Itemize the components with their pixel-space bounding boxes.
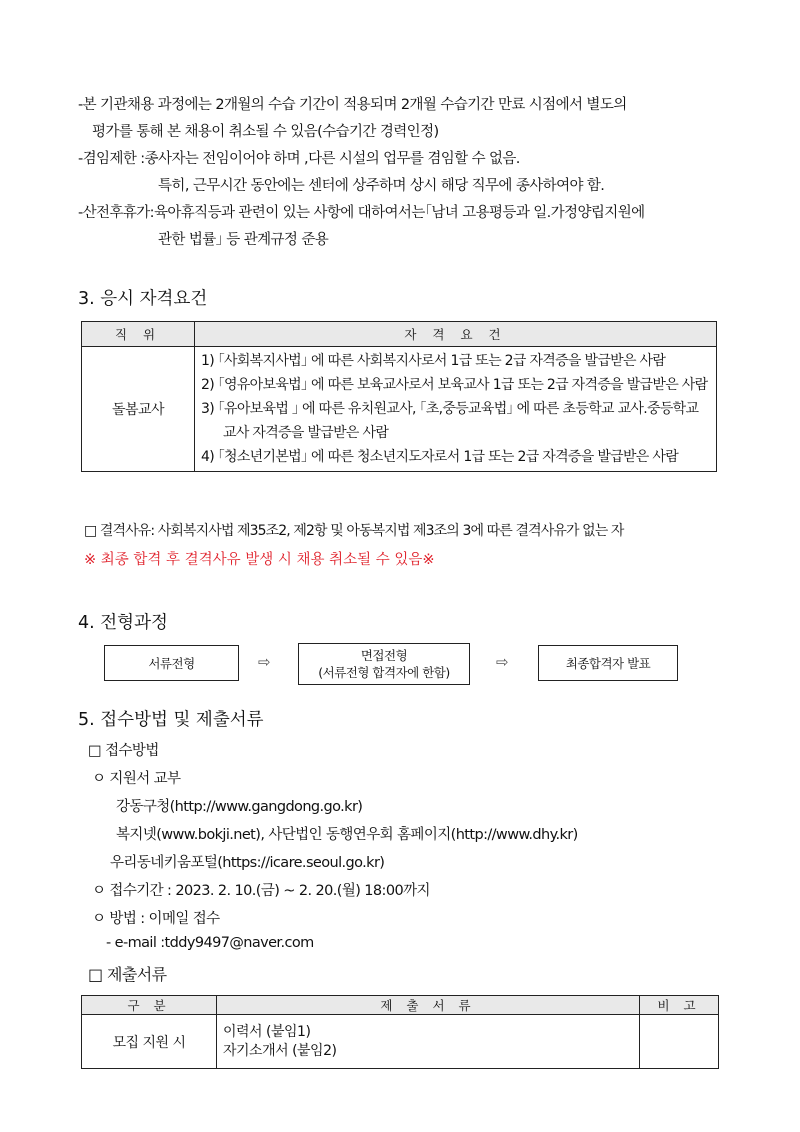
- section5-title: 5. 접수방법 및 제출서류: [78, 710, 264, 730]
- form-heading: ㅇ 지원서 교부: [92, 771, 181, 787]
- requirement-item-1: 1) ｢사회복지사법｣ 에 따른 사회복지사로서 1급 또는 2급 자격증을 발급받은 사람: [201, 353, 666, 369]
- header-position: 직 위: [82, 322, 195, 347]
- header-category: 구 분: [82, 996, 217, 1015]
- section4-title: 4. 전형과정: [78, 613, 168, 633]
- docs-heading: □ 제출서류: [88, 965, 167, 984]
- qualification-header-row: [82, 322, 717, 347]
- requirements-cell: [195, 347, 717, 472]
- intro-line-2: 평가를 통해 본 채용이 취소될 수 있음(수습기간 경력인정): [92, 124, 439, 140]
- documents-row: [82, 1015, 719, 1069]
- requirement-item-4: 4) ｢청소년기본법｣ 에 따른 청소년지도자로서 1급 또는 2급 자격증을 발급받은 사람: [201, 449, 679, 465]
- doc-resume: 이력서 (붙임1): [223, 1023, 311, 1040]
- qualification-table: [81, 321, 717, 472]
- link-gangdong[interactable]: 강동구청(http://www.gangdong.go.kr): [116, 799, 363, 815]
- requirement-item-2: 2) ｢영유아보육법｣ 에 따른 보육교사로서 보육교사 1급 또는 2급 자격증을 발급받은 사람: [201, 377, 708, 393]
- intro-line-6: 관한 법률｣ 등 관계규정 준용: [158, 232, 329, 248]
- intro-line-3: -겸임제한 :종사자는 전임이어야 하며 ,다른 시설의 업무를 겸임할 수 없음.: [78, 151, 520, 167]
- row-note: [640, 1015, 719, 1069]
- header-requirements: 자 격 요 건: [195, 322, 717, 347]
- documents-header-row: [82, 996, 719, 1015]
- application-method: ㅇ 방법 : 이메일 접수: [92, 911, 220, 927]
- disqualification-note: □ 결격사유: 사회복지사법 제35조2, 제2항 및 아동복지법 제3조의 3에 따른 결격사유가 없는 자: [84, 523, 624, 539]
- requirement-item-3: 3) ｢유아보육법 ｣ 에 따른 유치원교사, ｢초,중등교육법｣ 에 따른 초등학교 교사.중등학교 교사 자격증을 발급받은 사람: [201, 401, 699, 441]
- arrow-right-icon: ⇨: [496, 653, 509, 671]
- email-address[interactable]: - e-mail :tddy9497@naver.com: [106, 935, 314, 951]
- header-note: 비 고: [640, 996, 719, 1015]
- arrow-right-icon: ⇨: [258, 653, 271, 671]
- process-step-final-announcement: [538, 645, 678, 681]
- process-step-document-screening: [104, 645, 239, 681]
- qualification-row: [82, 347, 717, 472]
- documents-table: [81, 995, 719, 1069]
- intro-line-5: -산전후휴가:육아휴직등과 관련이 있는 사항에 대하여서는｢남녀 고용평등과 일.가정양립지원에: [78, 205, 645, 221]
- step2-label-line1: 면접전형: [360, 648, 408, 663]
- row-category: 모집 지원 시: [82, 1015, 217, 1069]
- intro-line-1: -본 기관채용 과정에는 2개월의 수습 기간이 적용되며 2개월 수습기간 만료 시점에서 별도의: [78, 97, 627, 113]
- process-step-interview: [298, 643, 470, 685]
- application-period: ㅇ 접수기간 : 2023. 2. 10.(금) ~ 2. 20.(월) 18:00까지: [92, 883, 430, 899]
- step2-label-line2: (서류전형 합격자에 한함): [318, 665, 450, 680]
- position-cell: 돌봄교사: [82, 347, 195, 472]
- row-documents: [217, 1015, 640, 1069]
- link-icare[interactable]: 우리동네키움포털(https://icare.seoul.go.kr): [110, 855, 385, 871]
- doc-cover-letter: 자기소개서 (붙임2): [223, 1042, 337, 1059]
- step1-label: 서류전형: [148, 655, 195, 671]
- step3-label: 최종합격자 발표: [565, 655, 651, 671]
- intro-line-4: 특히, 근무시간 동안에는 센터에 상주하며 상시 해당 직무에 종사하여야 함.: [158, 178, 605, 194]
- section3-title: 3. 응시 자격요건: [78, 289, 208, 309]
- link-bokji-dhy[interactable]: 복지넷(www.bokji.net), 사단법인 동행연우회 홈페이지(http://www.dhy.kr): [116, 827, 578, 843]
- header-documents: 제 출 서 류: [217, 996, 640, 1015]
- method-heading: □ 접수방법: [88, 743, 159, 759]
- warning-note: ※ 최종 합격 후 결격사유 발생 시 채용 취소될 수 있음※: [84, 552, 435, 568]
